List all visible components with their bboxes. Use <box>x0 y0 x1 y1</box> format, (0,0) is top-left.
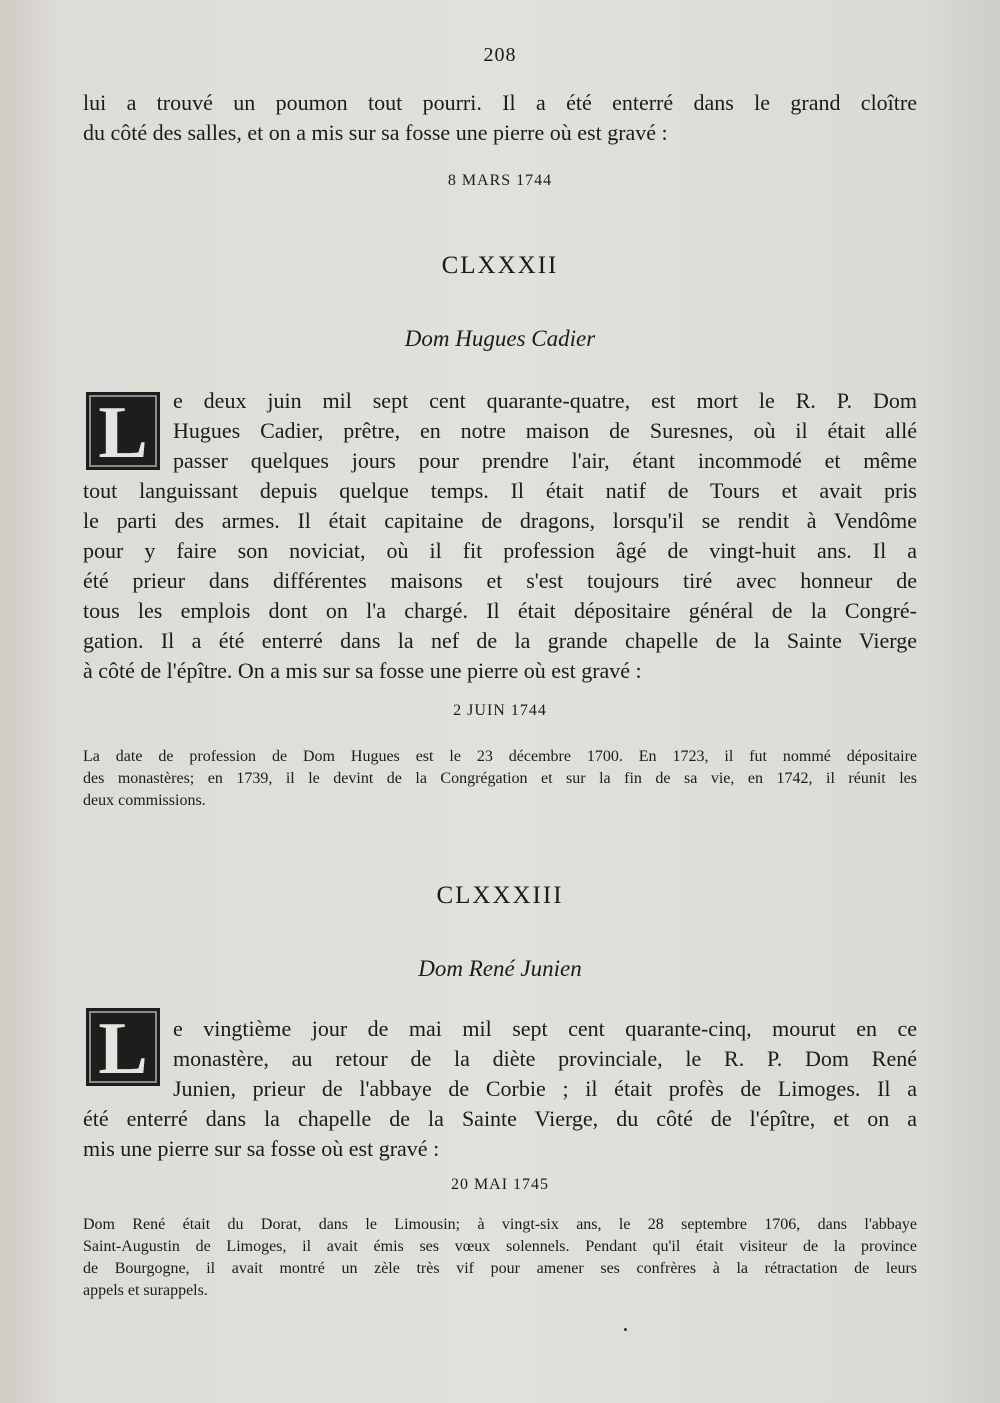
text-line: monastère, au retour de la diète provinciale, le R. P. Dom René <box>173 1046 917 1071</box>
footnote <box>83 746 917 812</box>
section-number: CLXXXII <box>441 252 559 279</box>
text-line: lui a trouvé un poumon tout pourri. Il a été enterré dans le grand cloître <box>83 90 917 115</box>
text-line: Junien, prieur de l'abbaye de Corbie ; il était profès de Limoges. Il a <box>173 1076 917 1101</box>
page-number: 208 <box>483 44 517 66</box>
text-line: été enterré dans la chapelle de la Sainte Vierge, du côté de l'épître, et on a <box>83 1106 917 1131</box>
text-line: e deux juin mil sept cent quarante-quatre, est mort le R. P. Dom <box>173 388 917 413</box>
note-line: des monastères; en 1739, il le devint de la Congrégation et sur la fin de sa vie, en 1742, il réunit les <box>83 770 917 787</box>
inscription: 8 MARS 1744 <box>447 172 553 189</box>
text-line: le parti des armes. Il était capitaine de dragons, lorsqu'il se rendit à Vendôme <box>83 508 917 533</box>
note-line: deux commissions. <box>83 792 206 809</box>
text-line: du côté des salles, et on a mis sur sa fosse une pierre où est gravé : <box>83 120 668 145</box>
text-line: passer quelques jours pour prendre l'air, étant incommodé et même <box>173 448 917 473</box>
text-line: été prieur dans différentes maisons et s'est toujours tiré avec honneur de <box>83 568 917 593</box>
text-line: tous les emplois dont on l'a chargé. Il était dépositaire général de la Congré- <box>83 598 917 623</box>
note-line: appels et surappels. <box>83 1282 208 1299</box>
section-title: Dom René Junien <box>418 956 582 981</box>
drop-cap-letter: L <box>98 392 148 474</box>
text-line: Hugues Cadier, prêtre, en notre maison de Suresnes, où il était allé <box>173 418 917 443</box>
footnote <box>83 1214 917 1302</box>
note-line: de Bourgogne, il avait montré un zèle très vif pour amener ses confrères à la rétractation de leurs <box>83 1260 917 1277</box>
ink-mark <box>624 1328 627 1331</box>
section-paragraph <box>83 386 917 686</box>
inscription: 20 MAI 1745 <box>450 1176 550 1193</box>
text-line: à côté de l'épître. On a mis sur sa fosse une pierre où est gravé : <box>83 658 642 683</box>
text-line: e vingtième jour de mai mil sept cent quarante-cinq, mourut en ce <box>173 1016 917 1041</box>
drop-cap-letter: L <box>98 1008 148 1090</box>
text-line: pour y faire son noviciat, où il fit profession âgé de vingt-huit ans. Il a <box>83 538 917 563</box>
note-line: Saint-Augustin de Limoges, il avait émis ses vœux solennels. Pendant qu'il était visiteur de la province <box>83 1238 917 1255</box>
section-number: CLXXXIII <box>436 882 564 909</box>
section-title: Dom Hugues Cadier <box>404 326 596 351</box>
section-paragraph <box>83 1014 917 1164</box>
intro-paragraph <box>83 88 917 148</box>
note-line: La date de profession de Dom Hugues est le 23 décembre 1700. En 1723, il fut nommé dépositaire <box>83 748 917 765</box>
inscription: 2 JUIN 1744 <box>453 702 547 719</box>
note-line: Dom René était du Dorat, dans le Limousin; à vingt-six ans, le 28 septembre 1706, dans l'abbaye <box>83 1216 917 1233</box>
text-line: tout languissant depuis quelque temps. Il était natif de Tours et avait pris <box>83 478 917 503</box>
text-line: mis une pierre sur sa fosse où est gravé : <box>83 1136 440 1161</box>
text-line: gation. Il a été enterré dans la nef de la grande chapelle de la Sainte Vierge <box>83 628 917 653</box>
